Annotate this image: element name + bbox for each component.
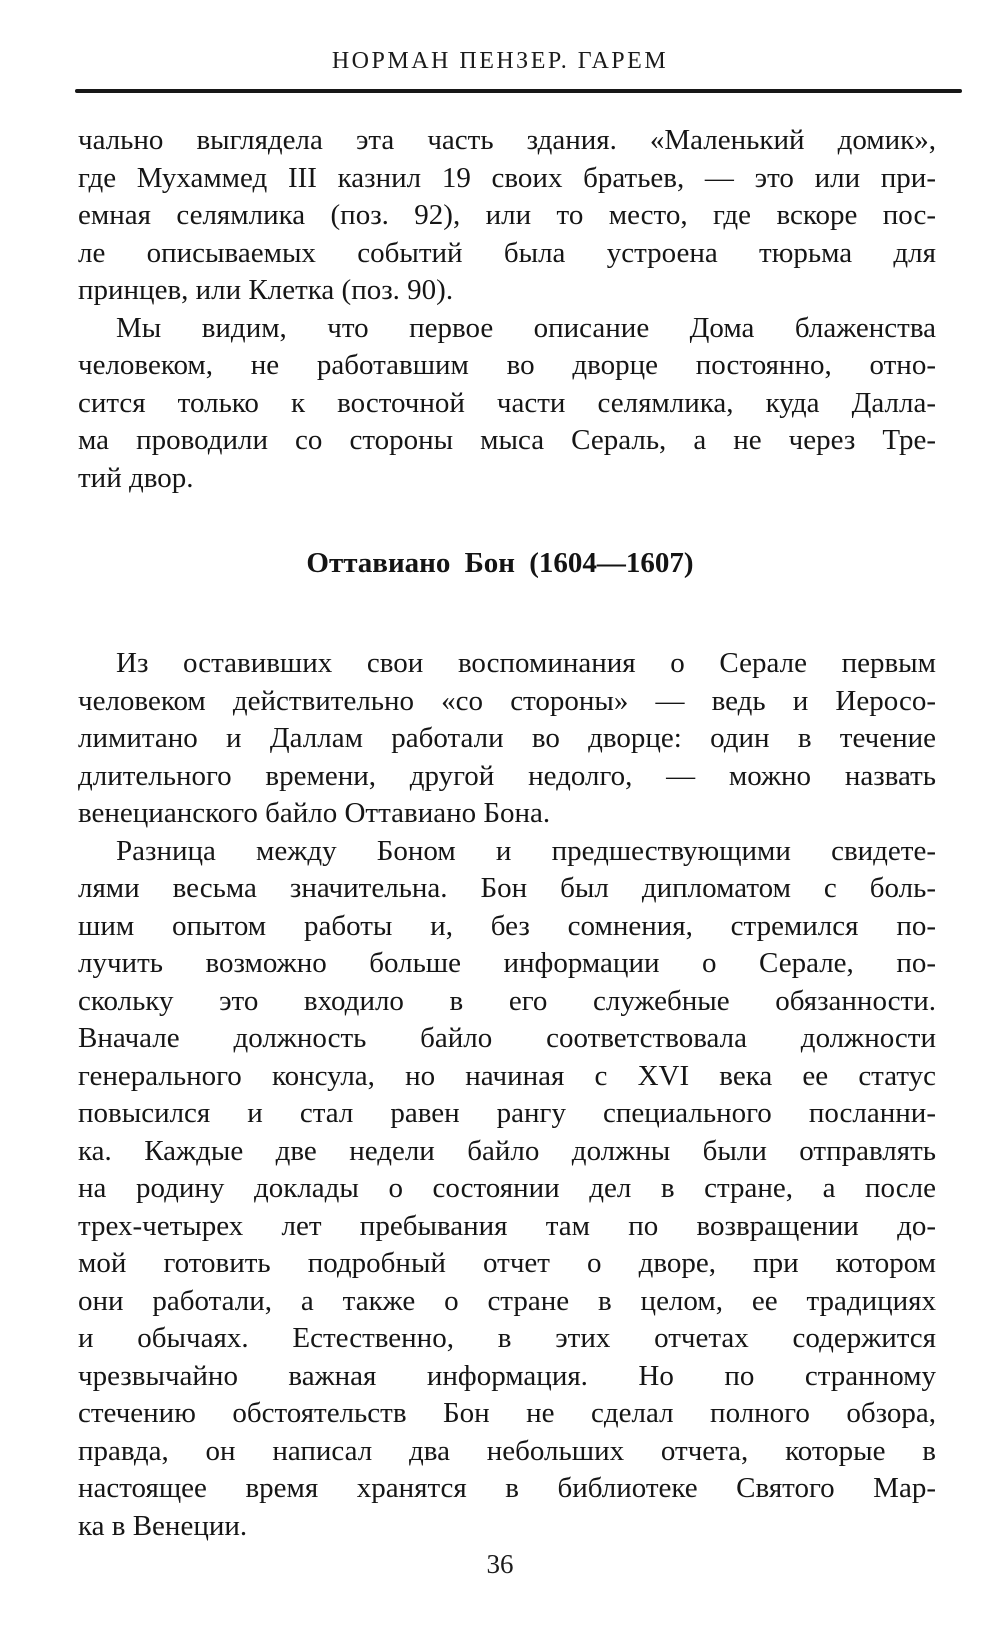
page-number: 36 — [486, 1549, 514, 1579]
text-line: Из оставивших свои воспоминания о Серале первым — [116, 647, 936, 679]
text-line: на родину доклады о состоянии дел в стране, а после — [78, 1172, 936, 1204]
text-line: ка. Каждые две недели байло должны были отправлять — [78, 1134, 936, 1167]
text-line: человеком действительно «со стороны» — ведь и Иеросо- — [78, 684, 936, 717]
text-line: чрезвычайно важная информация. Но по странному — [78, 1359, 936, 1392]
text-line: шим опытом работы и, без сомнения, стремился по- — [78, 909, 936, 942]
header-rule — [75, 89, 962, 93]
text-line: Мы видим, что первое описание Дома блаженства — [116, 311, 936, 344]
text-line: венецианского байло Оттавиано Бона. — [78, 797, 551, 829]
text-line: Вначале должность байло соответствовала должности — [78, 1022, 936, 1054]
running-header: НОРМАН ПЕНЗЕР. ГАРЕМ — [331, 48, 669, 74]
paragraph — [78, 645, 936, 833]
text-line: лями весьма значительна. Бон был дипломатом с боль- — [78, 872, 936, 904]
section-heading: Оттавиано Бон (1604—1607) — [306, 547, 694, 579]
paragraph — [78, 833, 936, 1546]
text-line: принцев, или Клетка (поз. 90). — [78, 274, 454, 306]
text-line: емная селямлика (поз. 92), или то место, где вскоре пос- — [78, 199, 936, 231]
text-line: трех-четырех лет пребывания там по возвращении до- — [78, 1209, 936, 1242]
text-line: ма проводили со стороны мыса Сераль, а не через Тре- — [78, 424, 936, 456]
paragraph — [78, 310, 936, 498]
text-line: скольку это входило в его служебные обязанности. — [78, 984, 936, 1017]
text-block-lower — [78, 645, 936, 1545]
text-line: где Мухаммед III казнил 19 своих братьев, — это или при- — [78, 161, 936, 194]
text-line: настоящее время хранятся в библиотеке Святого Мар- — [78, 1472, 936, 1504]
text-line: человеком, не работавшим во дворце постоянно, отно- — [78, 349, 936, 381]
text-line: лимитано и Даллам работали во дворце: один в течение — [78, 722, 936, 754]
text-line: Разница между Боном и предшествующими свидете- — [116, 834, 936, 867]
text-line: повысился и стал равен рангу специального посланни- — [78, 1097, 936, 1129]
text-line: генерального консула, но начиная с XVI века ее статус — [78, 1059, 936, 1092]
text-line: лучить возможно больше информации о Серале, по- — [78, 947, 936, 979]
text-line: чально выглядела эта часть здания. «Маленький домик», — [78, 124, 936, 156]
text-line: и обычаях. Естественно, в этих отчетах содержится — [78, 1322, 936, 1354]
text-line: ле описываемых событий была устроена тюрьма для — [78, 236, 936, 269]
text-line: они работали, а также о стране в целом, ее традициях — [78, 1284, 936, 1317]
text-line: ка в Венеции. — [78, 1509, 248, 1542]
paragraph — [78, 122, 936, 310]
text-line: мой готовить подробный отчет о дворе, при котором — [78, 1247, 936, 1279]
text-line: тий двор. — [78, 461, 194, 494]
text-line: правда, он написал два небольших отчета, которые в — [78, 1434, 936, 1467]
text-line: стечению обстоятельств Бон не сделал полного обзора, — [78, 1397, 936, 1429]
text-line: сится только к восточной части селямлика, куда Далла- — [78, 386, 936, 419]
text-line: длительного времени, другой недолго, — можно назвать — [78, 759, 936, 792]
text-block-upper — [78, 122, 936, 497]
